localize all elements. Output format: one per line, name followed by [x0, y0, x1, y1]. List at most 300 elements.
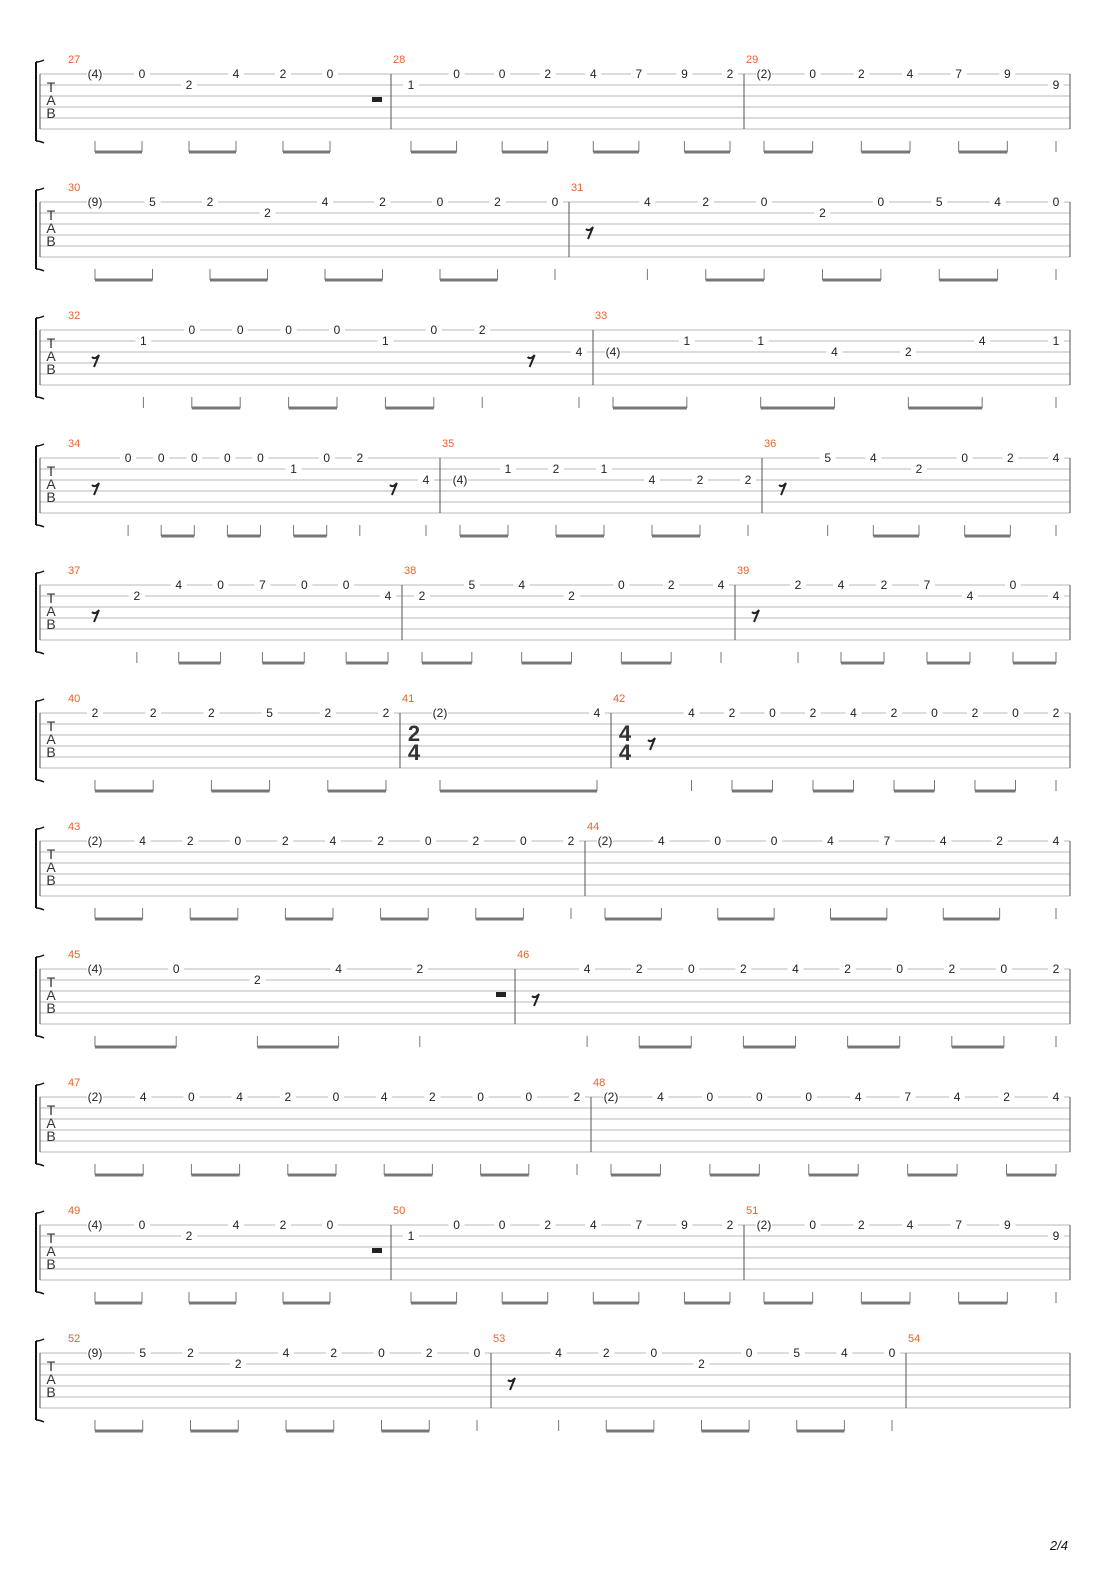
measure [68, 438, 434, 536]
measure [595, 310, 1064, 408]
fret-number: 5 [139, 1346, 147, 1360]
eighth-rest [528, 355, 535, 367]
measure-number: 35 [442, 438, 455, 450]
fret-number: 0 [896, 962, 904, 976]
fret-number: (4) [87, 962, 103, 976]
fret-number: 4 [380, 1090, 388, 1104]
tab-clef-letter: T [46, 974, 56, 990]
fret-number: 0 [332, 1090, 340, 1104]
fret-number: (9) [87, 1346, 103, 1360]
measure-number: 51 [746, 1205, 759, 1217]
fret-number: 4 [850, 706, 857, 720]
measure [908, 1333, 920, 1345]
fret-number: 4 [657, 1090, 664, 1104]
fret-number: 4 [232, 67, 240, 81]
measure [571, 182, 1064, 280]
fret-number: 2 [698, 1357, 705, 1371]
fret-number: 0 [124, 451, 132, 465]
fret-number: 4 [1052, 1090, 1060, 1104]
eighth-rest [779, 483, 786, 495]
time-signature-bottom: 4 [618, 740, 632, 765]
fret-number: 2 [544, 67, 552, 81]
measure [746, 1205, 1064, 1303]
tab-clef-letter: A [46, 987, 56, 1003]
fret-number: 4 [658, 834, 665, 848]
tab-clef-letter: T [46, 1230, 56, 1246]
measure-number: 46 [517, 949, 530, 961]
fret-number: 2 [573, 1090, 581, 1104]
fret-number: 2 [996, 834, 1003, 848]
fret-number: 0 [424, 834, 432, 848]
fret-number: (2) [87, 1090, 103, 1104]
measure [68, 949, 506, 1047]
tab-system [36, 821, 1070, 919]
measure-number: 48 [593, 1077, 606, 1089]
fret-number: 0 [333, 323, 341, 337]
fret-number: 0 [217, 578, 224, 592]
measure [393, 54, 738, 152]
fret-number: 2 [1052, 706, 1060, 720]
eighth-rest [92, 483, 99, 495]
fret-number: 2 [206, 195, 214, 209]
measure [68, 1205, 382, 1303]
fret-number: 4 [589, 1218, 597, 1232]
fret-number: 7 [904, 1090, 912, 1104]
fret-number: 2 [567, 834, 575, 848]
tab-system [36, 438, 1070, 536]
time-signature-top: 4 [618, 721, 632, 746]
eighth-rest [92, 610, 99, 622]
eighth-rest [586, 227, 593, 239]
time-signature-bottom: 4 [407, 740, 421, 765]
fret-number: 7 [259, 578, 266, 592]
tab-system [36, 693, 1070, 791]
fret-number: 2 [552, 462, 560, 476]
fret-number: (2) [87, 834, 103, 848]
fret-number: 7 [955, 67, 963, 81]
fret-number: 4 [422, 473, 430, 487]
fret-number: 0 [1009, 578, 1017, 592]
fret-number: 4 [321, 195, 329, 209]
tab-clef-letter: B [46, 1256, 56, 1272]
fret-number: 1 [290, 462, 297, 476]
tab-clef-letter: A [46, 1243, 56, 1259]
fret-number: 0 [809, 1218, 817, 1232]
fret-number: 2 [284, 1090, 292, 1104]
fret-number: 2 [187, 1346, 194, 1360]
fret-number: 4 [906, 67, 914, 81]
fret-number: 2 [356, 451, 364, 465]
fret-number: 0 [323, 451, 331, 465]
fret-number: 2 [264, 206, 271, 220]
measure-number: 50 [393, 1205, 406, 1217]
fret-number: 2 [667, 578, 675, 592]
fret-number: 0 [188, 323, 196, 337]
tab-clef-letter: A [46, 731, 56, 747]
fret-number: 2 [494, 195, 501, 209]
fret-number: 4 [869, 451, 877, 465]
fret-number: 0 [138, 1218, 146, 1232]
fret-number: 2 [1003, 1090, 1010, 1104]
fret-number: 0 [453, 1218, 460, 1232]
tab-clef-letter: A [46, 1115, 56, 1131]
fret-number: 2 [544, 1218, 552, 1232]
fret-number: 2 [379, 195, 386, 209]
fret-number: 2 [234, 1357, 242, 1371]
fret-number: 4 [518, 578, 526, 592]
measure [517, 949, 1064, 1047]
fret-number: 1 [140, 334, 147, 348]
measure [493, 1333, 900, 1431]
tab-clef-letter: T [46, 1102, 56, 1118]
tab-clef-letter: T [46, 79, 56, 95]
fret-number: 2 [133, 589, 141, 603]
tab-clef-letter: B [46, 1128, 56, 1144]
fret-number: 2 [429, 1090, 436, 1104]
tab-clef-letter: A [46, 859, 56, 875]
fret-number: 1 [504, 462, 512, 476]
tab-clef-letter: B [46, 1384, 56, 1400]
measure-number: 33 [595, 310, 608, 322]
fret-number: 4 [175, 578, 183, 592]
eighth-rest [508, 1378, 515, 1390]
tab-clef-letter: T [46, 207, 56, 223]
fret-number: 1 [683, 334, 691, 348]
tab-clef-letter: A [46, 1371, 56, 1387]
tab-clef-letter: T [46, 463, 56, 479]
measure-number: 29 [746, 54, 759, 66]
fret-number: 2 [149, 706, 157, 720]
fret-number: 4 [232, 1218, 240, 1232]
measure-number: 47 [68, 1077, 81, 1089]
fret-number: 2 [279, 1218, 287, 1232]
measure-number: 43 [68, 821, 81, 833]
tab-system [36, 1205, 1070, 1303]
fret-number: 5 [149, 195, 156, 209]
fret-number: 2 [809, 706, 817, 720]
fret-number: 4 [841, 1346, 848, 1360]
tab-clef-letter: B [46, 361, 56, 377]
fret-number: 0 [473, 1346, 481, 1360]
measure-number: 41 [402, 693, 415, 705]
fret-number: 2 [1006, 451, 1014, 465]
tab-system [36, 54, 1070, 152]
fret-number: 2 [208, 706, 215, 720]
fret-number: 4 [648, 473, 656, 487]
fret-number: 0 [285, 323, 292, 337]
measure [393, 1205, 738, 1303]
measure-number: 39 [737, 565, 750, 577]
fret-number: 0 [342, 578, 350, 592]
fret-number: 4 [236, 1090, 243, 1104]
measure-number: 54 [908, 1333, 921, 1345]
fret-number: 9 [1052, 78, 1060, 92]
measure-number: 27 [68, 54, 81, 66]
fret-number: 0 [617, 578, 625, 592]
tab-clef-letter: T [46, 718, 56, 734]
fret-number: 5 [793, 1346, 801, 1360]
fret-number: 2 [279, 67, 287, 81]
tab-clef-letter: B [46, 616, 56, 632]
fret-number: 4 [978, 334, 986, 348]
fret-number: 0 [551, 195, 559, 209]
measure [68, 54, 382, 152]
measure-number: 32 [68, 310, 81, 322]
fret-number: 0 [172, 962, 180, 976]
measure-number: 34 [68, 438, 81, 450]
fret-number: 0 [378, 1346, 385, 1360]
measure [613, 693, 1064, 791]
fret-number: 2 [254, 973, 261, 987]
measure-number: 49 [68, 1205, 81, 1217]
tab-clef-letter: B [46, 233, 56, 249]
fret-number: 2 [472, 834, 480, 848]
fret-number: 9 [1003, 1218, 1011, 1232]
fret-number: 0 [326, 67, 334, 81]
fret-number: 0 [888, 1346, 896, 1360]
fret-number: 0 [706, 1090, 714, 1104]
fret-number: 4 [139, 834, 146, 848]
tab-system [36, 565, 1070, 663]
fret-number: 1 [600, 462, 608, 476]
fret-number: 0 [224, 451, 231, 465]
fret-number: 2 [857, 1218, 865, 1232]
eighth-rest [648, 738, 655, 750]
fret-number: 0 [745, 1346, 753, 1360]
tab-system [36, 310, 1070, 408]
fret-number: 2 [185, 1229, 193, 1243]
fret-number: 2 [744, 473, 752, 487]
fret-number: 0 [687, 962, 695, 976]
fret-number: 0 [769, 706, 776, 720]
tab-clef-letter: T [46, 1358, 56, 1374]
fret-number: 5 [935, 195, 943, 209]
measure-number: 42 [613, 693, 626, 705]
fret-number: (2) [432, 706, 448, 720]
fret-number: (2) [597, 834, 613, 848]
fret-number: 2 [416, 962, 424, 976]
measure [593, 1077, 1064, 1175]
fret-number: 4 [1052, 589, 1060, 603]
fret-number: 4 [644, 195, 651, 209]
fret-number: 0 [234, 834, 242, 848]
eighth-rest [752, 610, 759, 622]
fret-number: 4 [329, 834, 337, 848]
fret-number: 4 [906, 1218, 914, 1232]
tab-system [36, 1077, 1070, 1175]
fret-number: 0 [931, 706, 938, 720]
time-signature-top: 2 [407, 721, 421, 746]
fret-number: 2 [568, 589, 575, 603]
fret-number: 4 [854, 1090, 862, 1104]
fret-number: 2 [702, 195, 710, 209]
tab-system [36, 182, 1070, 280]
measure [68, 1333, 485, 1431]
fret-number: 1 [407, 78, 415, 92]
fret-number: 0 [436, 195, 444, 209]
fret-number: 9 [1052, 1229, 1060, 1243]
fret-number: 1 [757, 334, 765, 348]
measure-number: 52 [68, 1333, 81, 1345]
fret-number: 4 [575, 345, 583, 359]
fret-number: 9 [681, 67, 688, 81]
measure [587, 821, 1064, 919]
sixteenth-rest [92, 355, 99, 367]
page-number: 2/4 [1049, 1538, 1068, 1553]
measure-number: 30 [68, 182, 81, 194]
measure-number: 36 [764, 438, 777, 450]
fret-number: 0 [138, 67, 146, 81]
tab-clef-letter: A [46, 603, 56, 619]
fret-number: 4 [589, 67, 597, 81]
fret-number: 2 [382, 706, 390, 720]
fret-number: 2 [282, 834, 289, 848]
fret-number: 0 [188, 1090, 195, 1104]
fret-number: 2 [377, 834, 384, 848]
fret-number: 1 [382, 334, 389, 348]
fret-number: 2 [602, 1346, 610, 1360]
fret-number: 4 [939, 834, 947, 848]
fret-number: 9 [1003, 67, 1011, 81]
measure [68, 1077, 585, 1175]
fret-number: 2 [740, 962, 747, 976]
fret-number: (4) [87, 67, 103, 81]
fret-number: 2 [726, 1218, 734, 1232]
half-rest [496, 992, 506, 997]
fret-number: 0 [1052, 195, 1060, 209]
fret-number: 4 [593, 706, 601, 720]
fret-number: 2 [425, 1346, 433, 1360]
eighth-rest [390, 483, 397, 495]
fret-number: 4 [966, 589, 974, 603]
fret-number: 2 [857, 67, 865, 81]
fret-number: 0 [477, 1090, 484, 1104]
fret-number: 0 [498, 1218, 506, 1232]
fret-number: 0 [809, 67, 817, 81]
fret-number: (4) [605, 345, 621, 359]
fret-number: 4 [139, 1090, 147, 1104]
eighth-rest [532, 994, 539, 1006]
fret-number: 5 [468, 578, 476, 592]
fret-number: 2 [915, 462, 923, 476]
measure-number: 28 [393, 54, 406, 66]
fret-number: 0 [650, 1346, 658, 1360]
fret-number: 0 [430, 323, 438, 337]
fret-number: 2 [880, 578, 888, 592]
measure [442, 438, 756, 536]
fret-number: 5 [266, 706, 273, 720]
tab-system [36, 949, 1070, 1047]
fret-number: 2 [478, 323, 486, 337]
fret-number: 4 [555, 1346, 562, 1360]
tab-clef-letter: A [46, 220, 56, 236]
fret-number: 4 [953, 1090, 961, 1104]
measure [68, 565, 396, 663]
fret-number: 0 [300, 578, 308, 592]
fret-number: 0 [770, 834, 778, 848]
fret-number: 1 [407, 1229, 415, 1243]
fret-number: 0 [257, 451, 264, 465]
fret-number: 4 [831, 345, 838, 359]
measure [737, 565, 1064, 663]
measure-number: 38 [404, 565, 417, 577]
fret-number: (9) [87, 195, 103, 209]
fret-number: 2 [904, 345, 912, 359]
fret-number: 2 [91, 706, 99, 720]
fret-number: 4 [335, 962, 342, 976]
measure [68, 821, 579, 919]
fret-number: 2 [186, 834, 194, 848]
fret-number: 7 [883, 834, 891, 848]
fret-number: 0 [157, 451, 165, 465]
measure-number: 45 [68, 949, 81, 961]
fret-number: 0 [453, 67, 460, 81]
fret-number: 7 [955, 1218, 963, 1232]
fret-number: 4 [717, 578, 725, 592]
fret-number: 2 [418, 589, 426, 603]
fret-number: 2 [971, 706, 979, 720]
measure-number: 31 [571, 182, 584, 194]
fret-number: 0 [498, 67, 506, 81]
fret-number: 4 [827, 834, 834, 848]
tab-system [36, 1333, 1070, 1431]
measure-number: 37 [68, 565, 81, 577]
measure-number: 44 [587, 821, 600, 833]
fret-number: 5 [824, 451, 832, 465]
fret-number: 2 [635, 962, 643, 976]
fret-number: 0 [961, 451, 969, 465]
fret-number: (4) [452, 473, 468, 487]
measure-number: 40 [68, 693, 81, 705]
fret-number: 2 [330, 1346, 338, 1360]
fret-number: 4 [994, 195, 1001, 209]
fret-number: 1 [1052, 334, 1060, 348]
tab-clef-letter: T [46, 590, 56, 606]
fret-number: 0 [1000, 962, 1008, 976]
fret-number: 7 [635, 1218, 643, 1232]
tab-clef-letter: B [46, 105, 56, 121]
measure [746, 54, 1064, 152]
fret-number: 0 [877, 195, 885, 209]
fret-number: 9 [681, 1218, 688, 1232]
fret-number: 2 [890, 706, 898, 720]
fret-number: 4 [384, 589, 392, 603]
fret-number: 4 [583, 962, 591, 976]
fret-number: 2 [324, 706, 332, 720]
fret-number: 0 [760, 195, 768, 209]
measure [402, 693, 605, 791]
fret-number: 7 [923, 578, 931, 592]
fret-number: (2) [756, 67, 772, 81]
fret-number: 2 [794, 578, 802, 592]
fret-number: 4 [1052, 451, 1060, 465]
tab-clef-letter: B [46, 489, 56, 505]
fret-number: (2) [603, 1090, 619, 1104]
fret-number: 0 [1012, 706, 1019, 720]
fret-number: 0 [520, 834, 527, 848]
fret-number: 2 [728, 706, 736, 720]
tab-clef-letter: B [46, 872, 56, 888]
fret-number: 4 [282, 1346, 290, 1360]
tab-clef-letter: B [46, 1000, 56, 1016]
measure [404, 565, 729, 663]
fret-number: 4 [792, 962, 799, 976]
tab-clef-letter: A [46, 476, 56, 492]
fret-number: 4 [837, 578, 845, 592]
measure [68, 693, 394, 791]
half-rest [372, 1248, 382, 1253]
fret-number: 4 [1052, 834, 1060, 848]
